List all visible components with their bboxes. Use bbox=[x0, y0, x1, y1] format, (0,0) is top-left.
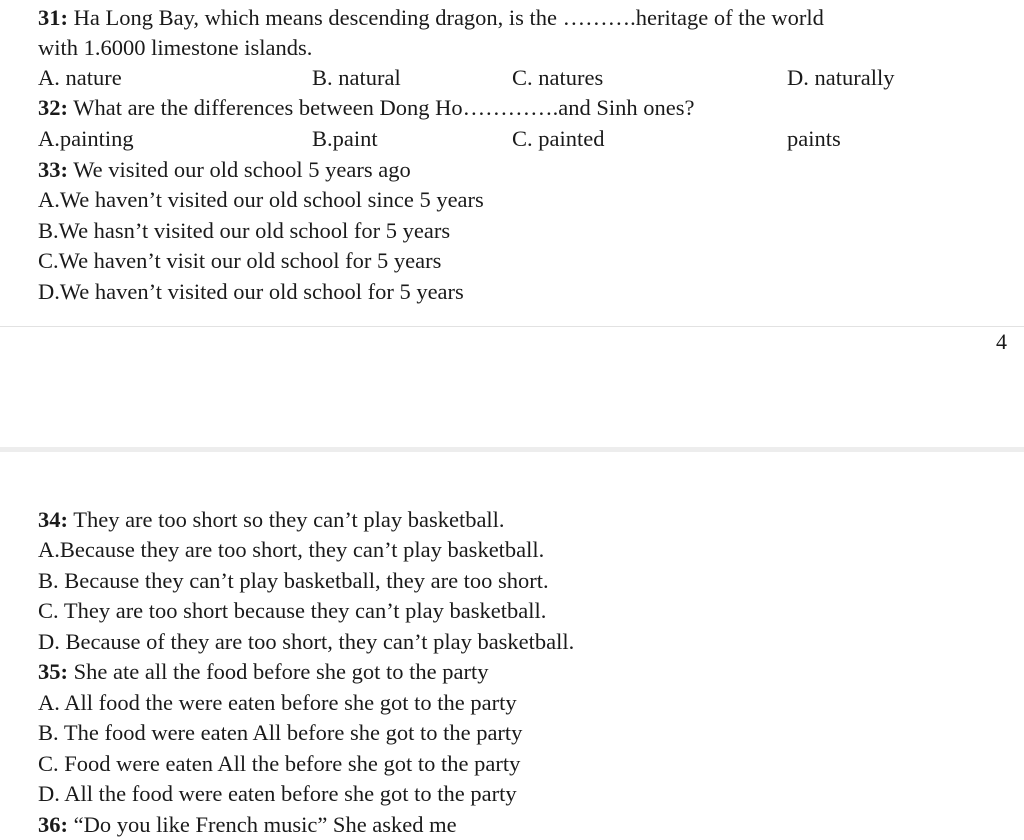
question-text: She ate all the food before she got to the party bbox=[68, 659, 489, 684]
option-34-c: C. They are too short because they can’t play basketball. bbox=[38, 598, 547, 623]
option-35-a: A. All food the were eaten before she got to the party bbox=[38, 690, 517, 715]
question-text: Ha Long Bay, which means descending dragon, is the ……….heritage of the world bbox=[68, 5, 824, 30]
question-number: 35: bbox=[38, 659, 68, 684]
question-35 bbox=[38, 657, 489, 687]
question-36 bbox=[38, 810, 457, 840]
question-33 bbox=[38, 155, 411, 185]
question-text: We visited our old school 5 years ago bbox=[68, 157, 411, 182]
question-number: 32: bbox=[38, 95, 68, 120]
option-31-d: D. naturally bbox=[787, 65, 895, 90]
question-34 bbox=[38, 505, 505, 535]
option-35-c: C. Food were eaten All the before she got to the party bbox=[38, 751, 521, 776]
option-32-d: paints bbox=[787, 126, 841, 151]
option-34-b: B. Because they can’t play basketball, they are too short. bbox=[38, 568, 549, 593]
option-31-b: B. natural bbox=[312, 65, 401, 90]
question-number: 34: bbox=[38, 507, 68, 532]
option-32-c: C. painted bbox=[512, 126, 605, 151]
option-33-c: C.We haven’t visit our old school for 5 years bbox=[38, 248, 442, 273]
option-35-b: B. The food were eaten All before she got to the party bbox=[38, 720, 523, 745]
option-32-b: B.paint bbox=[312, 126, 378, 151]
option-32-a: A.painting bbox=[38, 126, 134, 151]
question-text: They are too short so they can’t play basketball. bbox=[68, 507, 505, 532]
question-number: 36: bbox=[38, 812, 68, 837]
question-text: “Do you like French music” She asked me bbox=[68, 812, 457, 837]
option-31-c: C. natures bbox=[512, 65, 604, 90]
option-35-d: D. All the food were eaten before she got to the party bbox=[38, 781, 517, 806]
option-33-d: D.We haven’t visited our old school for 5 years bbox=[38, 279, 464, 304]
option-33-b: B.We hasn’t visited our old school for 5 years bbox=[38, 218, 451, 243]
question-31-continued: with 1.6000 limestone islands. bbox=[38, 35, 313, 60]
document-page-bottom bbox=[0, 452, 1024, 837]
option-34-a: A.Because they are too short, they can’t play basketball. bbox=[38, 537, 545, 562]
page-number: 4 bbox=[996, 329, 1007, 354]
document-page-top bbox=[0, 0, 1024, 326]
option-31-a: A. nature bbox=[38, 65, 122, 90]
option-34-d: D. Because of they are too short, they can’t play basketball. bbox=[38, 629, 575, 654]
question-number: 31: bbox=[38, 5, 68, 30]
question-31 bbox=[38, 3, 824, 33]
page-divider bbox=[0, 326, 1024, 327]
question-text: What are the differences between Dong Ho………….and Sinh ones? bbox=[68, 95, 695, 120]
question-number: 33: bbox=[38, 157, 68, 182]
option-33-a: A.We haven’t visited our old school since 5 years bbox=[38, 187, 484, 212]
question-32 bbox=[38, 93, 694, 123]
